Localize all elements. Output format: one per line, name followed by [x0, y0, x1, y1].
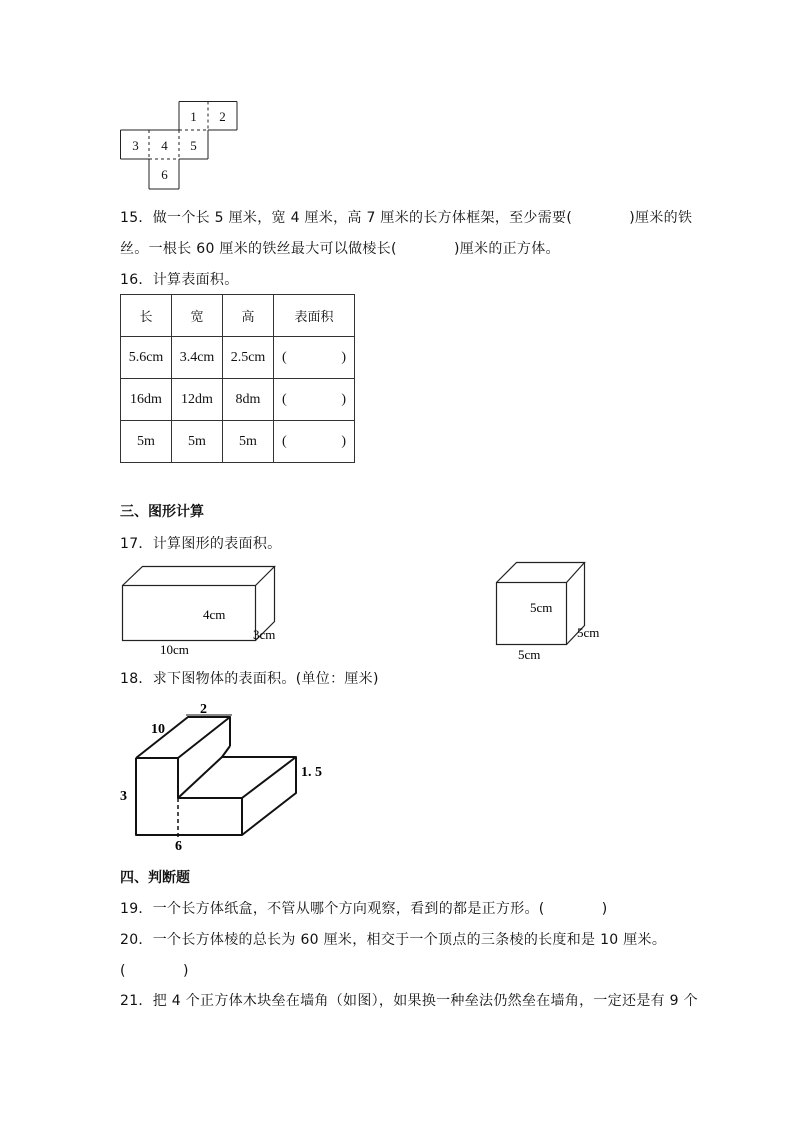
net-face-5: 5	[190, 137, 197, 153]
table-cell: 5m	[223, 421, 274, 463]
net-face-4: 4	[161, 137, 168, 153]
table-header-row	[121, 295, 355, 337]
cuboid-depth-label: 3cm	[253, 627, 276, 642]
table-cell: 5m	[172, 421, 223, 463]
q19-text: 19．一个长方体纸盒，不管从哪个方向观察，看到的都是正方形。( )	[120, 901, 608, 917]
net-face-3: 3	[132, 137, 139, 153]
answer-blank[interactable]: ( )	[274, 337, 355, 379]
q20-line1: 20．一个长方体棱的总长为 60 厘米，相交于一个顶点的三条棱的长度和是 10 厘米。	[120, 932, 667, 948]
cuboid-height-label: 4cm	[203, 607, 226, 622]
table-row	[121, 379, 355, 421]
q16-title: 16．计算表面积。	[120, 272, 239, 288]
header-surface-area: 表面积	[274, 295, 355, 337]
q17-title: 17．计算图形的表面积。	[120, 536, 282, 552]
q15-line2: 丝。一根长 60 厘米的铁丝最大可以做棱长( )厘米的正方体。	[120, 241, 560, 257]
header-height: 高	[223, 295, 274, 337]
dim-label-bottom: 6	[175, 839, 182, 850]
table-cell: 16dm	[121, 379, 172, 421]
section-3-title: 三、图形计算	[120, 504, 204, 520]
table-cell: 3.4cm	[172, 337, 223, 379]
net-face-2: 2	[219, 108, 226, 124]
q21-text: 21．把 4 个正方体木块垒在墙角（如图），如果换一种垒法仍然垒在墙角，一定还是有 9 个	[120, 993, 698, 1009]
cube-length-label: 5cm	[518, 647, 541, 662]
cube-height-label: 5cm	[530, 600, 553, 615]
dim-label-top: 2	[200, 702, 207, 717]
cuboid-length-label: 10cm	[160, 642, 189, 657]
table-cell: 5.6cm	[121, 337, 172, 379]
dim-label-right: 1. 5	[301, 765, 322, 780]
section-4-title: 四、判断题	[120, 870, 190, 886]
table-row	[121, 337, 355, 379]
cube-figure	[492, 558, 612, 663]
table-row	[121, 421, 355, 463]
surface-area-table	[120, 294, 355, 463]
q15-line1: 15．做一个长 5 厘米，宽 4 厘米，高 7 厘米的长方体框架，至少需要( )厘米的铁	[120, 210, 693, 226]
cuboid-figure	[118, 560, 288, 660]
header-length: 长	[121, 295, 172, 337]
cube-depth-label: 5cm	[577, 625, 600, 640]
answer-blank[interactable]: ( )	[274, 379, 355, 421]
table-cell: 5m	[121, 421, 172, 463]
header-width: 宽	[172, 295, 223, 337]
cube-net	[120, 101, 240, 191]
step-solid-figure	[118, 698, 348, 850]
q18-title: 18．求下图物体的表面积。(单位：厘米)	[120, 671, 379, 687]
table-cell: 12dm	[172, 379, 223, 421]
table-cell: 2.5cm	[223, 337, 274, 379]
answer-blank[interactable]: ( )	[274, 421, 355, 463]
net-face-1: 1	[190, 108, 197, 124]
net-face-6: 6	[161, 166, 168, 182]
dim-label-depth: 10	[151, 722, 165, 737]
dim-label-left: 3	[120, 789, 127, 804]
q20-answer-blank[interactable]: ( )	[120, 963, 189, 979]
table-cell: 8dm	[223, 379, 274, 421]
